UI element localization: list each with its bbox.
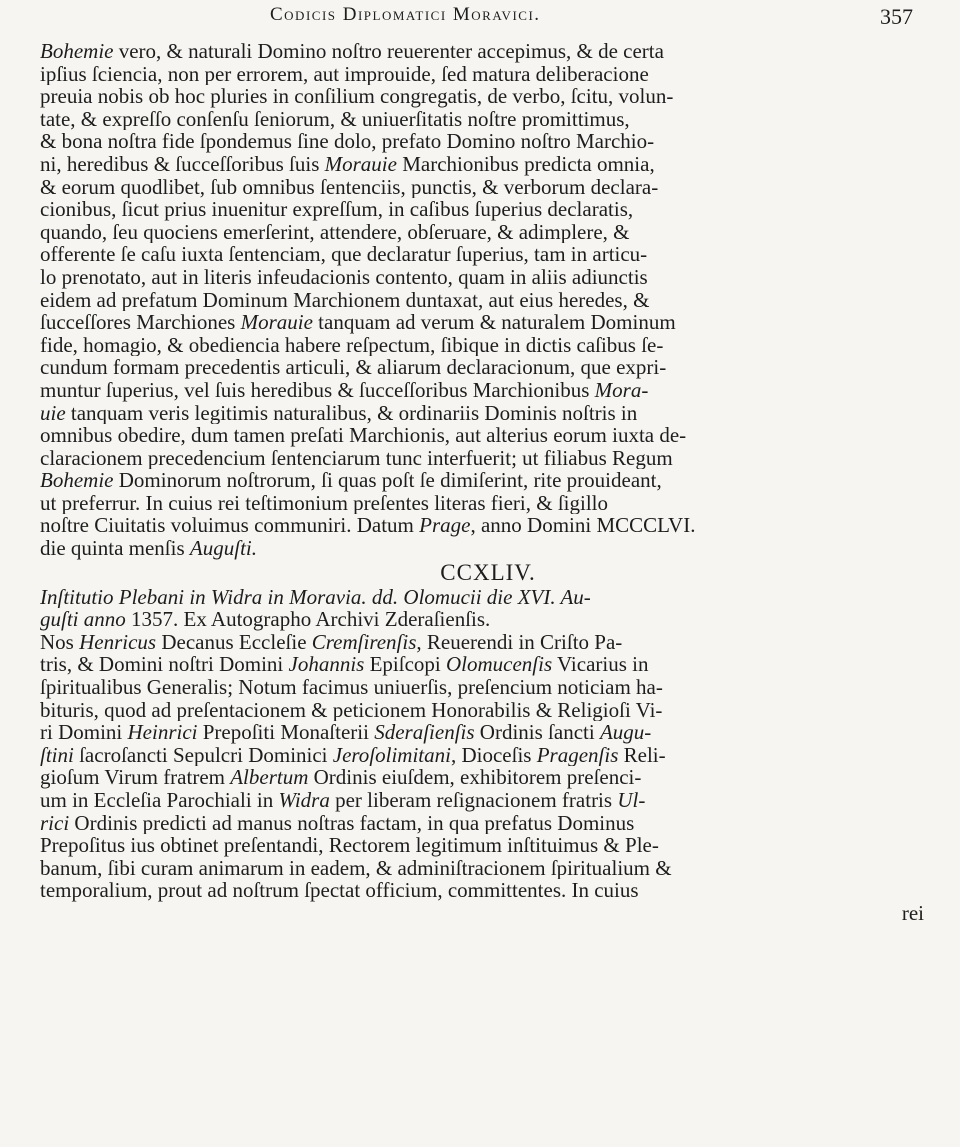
text-line — [40, 834, 926, 857]
italic-text: Johannis — [288, 653, 365, 677]
text-line — [40, 699, 926, 722]
text-line — [40, 356, 926, 379]
text-segment: & eorum quodlibet, ſub omnibus ſentenciis, punctis, & verborum declara- — [40, 175, 659, 199]
text-segment: tate, & expreſſo conſenſu ſeniorum, & uniuerſitatis noſtre promittimus, — [40, 107, 630, 131]
italic-text: Bohemie — [40, 469, 114, 492]
text-line — [40, 721, 926, 744]
text-segment: gioſum Virum fratrem — [40, 766, 231, 789]
italic-text: Morauie — [240, 311, 313, 334]
italic-text: Sderaſienſis — [374, 721, 475, 744]
text-line — [40, 289, 926, 312]
text-segment: banum, ſibi curam animarum in eadem, & adminiſtracionem ſpiritualium & — [40, 856, 672, 880]
italic-text: Ul- — [617, 789, 646, 812]
italic-text: guſti anno — [40, 608, 126, 631]
running-title: Codicis Diplomatici Moravici. — [270, 4, 541, 25]
text-line — [40, 221, 926, 244]
text-segment: vero, & naturali Domino noſtro reuerenter accepimus, & de certa — [113, 40, 664, 63]
body-text — [40, 40, 926, 925]
text-segment: per liberam reſignacionem fratris — [329, 789, 618, 812]
text-segment: Epiſcopi — [364, 653, 446, 677]
text-segment: ut preferrur. In cuius rei teſtimonium preſentes literas fieri, & ſigillo — [40, 491, 609, 515]
italic-text: Morauie — [324, 152, 397, 176]
page-number: 357 — [880, 4, 913, 29]
italic-text: Mora- — [594, 378, 649, 402]
italic-text: rici — [40, 811, 70, 835]
text-line — [40, 537, 926, 560]
running-head — [0, 0, 960, 34]
text-line — [40, 469, 926, 492]
text-line — [40, 586, 926, 609]
text-segment: tris, & Domini noſtri Domini — [40, 653, 289, 677]
text-segment: noſtre Ciuitatis voluimus communiri. Datum — [40, 514, 420, 538]
text-line — [40, 153, 926, 176]
italic-text: Heinrici — [127, 721, 198, 744]
italic-text: Widra — [278, 789, 330, 812]
text-line — [40, 198, 926, 221]
text-segment: die quinta menſis — [40, 537, 190, 560]
text-line — [40, 379, 926, 402]
text-segment: Ordinis predicti ad manus noſtras factam, in qua prefatus Dominus — [69, 811, 635, 835]
catchword: rei — [901, 901, 924, 925]
text-segment: ſpiritualibus Generalis; Notum facimus uniuerſis, preſencium noticiam ha- — [40, 676, 663, 699]
text-line — [40, 266, 926, 289]
text-segment: muntur ſuperius, vel ſuis heredibus & ſucceſſoribus Marchionibus — [40, 378, 595, 402]
text-segment: cundum formam precedentis articuli, & aliarum declaracionum, que expri- — [40, 356, 667, 379]
italic-text: Auguſti. — [189, 537, 257, 560]
text-line — [40, 40, 926, 63]
italic-text: uie — [40, 401, 66, 425]
text-line — [40, 63, 926, 86]
text-line — [40, 108, 926, 131]
text-line — [40, 789, 926, 812]
text-segment: preuia nobis ob hoc pluries in conſilium congregatis, de verbo, ſcitu, volun- — [40, 85, 674, 108]
italic-text: Inſtitutio Plebani in Widra in Moravia. dd. Olomucii die XVI. Au- — [40, 585, 591, 609]
text-line — [40, 176, 926, 199]
text-line — [40, 653, 926, 676]
text-line — [40, 424, 926, 447]
text-segment: cionibus, ſicut prius inuenitur expreſſum, in caſibus ſuperius declaratis, — [40, 198, 634, 221]
text-line — [40, 492, 926, 515]
text-line — [40, 631, 926, 654]
text-segment: temporalium, prout ad noſtrum ſpectat officium, committentes. In cuius — [40, 879, 639, 902]
text-segment: Dominorum noſtrorum, ſi quas poſt ſe dimiſerint, rite prouideant, — [113, 469, 662, 492]
text-line — [40, 130, 926, 153]
text-segment: ni, heredibus & ſucceſſoribus ſuis — [40, 152, 325, 176]
text-segment: lo prenotato, aut in literis infeudacionis contento, quam in aliis adiunctis — [40, 265, 648, 289]
text-line — [40, 766, 926, 789]
text-line — [40, 857, 926, 880]
text-line — [40, 879, 926, 902]
text-segment: bituris, quod ad preſentacionem & peticionem Honorabilis & Religioſi Vi- — [40, 698, 663, 722]
text-segment: 1357. Ex Autographo Archivi Zderaſienſis. — [125, 608, 491, 631]
text-segment: & bona noſtra fide ſpondemus ſine dolo, prefato Domino noſtro Marchio- — [40, 130, 655, 153]
text-segment: Prepoſitus ius obtinet preſentandi, Rectorem legitimum inſtituimus & Ple- — [40, 834, 659, 857]
text-segment: Reli- — [618, 743, 666, 767]
text-segment: Decanus Eccleſie — [156, 630, 312, 654]
italic-text: Prage — [419, 514, 471, 538]
text-segment: fide, homagio, & obediencia habere reſpectum, ſibique in dictis caſibus ſe- — [40, 333, 664, 357]
italic-text: Bohemie — [40, 40, 114, 63]
text-line — [40, 243, 926, 266]
text-line — [40, 514, 926, 537]
italic-text: ſtini — [40, 743, 74, 767]
text-segment: um in Eccleſia Parochiali in — [40, 789, 279, 812]
text-line — [40, 402, 926, 425]
italic-text: Olomucenſis — [446, 653, 553, 677]
text-segment: Prepoſiti Monaſterii — [197, 721, 375, 744]
italic-text: Henricus — [79, 630, 157, 654]
italic-text: Albertum — [230, 766, 309, 789]
text-segment: ipſius ſciencia, non per errorem, aut improuide, ſed matura deliberacione — [40, 62, 649, 86]
text-segment: Nos — [40, 630, 80, 654]
text-line — [40, 447, 926, 470]
text-segment: ſacroſancti Sepulcri Dominici — [73, 743, 333, 767]
document-number-heading: CCXLIV. — [440, 559, 536, 585]
text-segment: tanquam veris legitimis naturalibus, & ordinariis Dominis noſtris in — [65, 401, 638, 425]
text-line — [40, 676, 926, 699]
text-line — [40, 560, 926, 586]
text-segment: omnibus obedire, dum tamen preſati Marchionis, aut alterius eorum iuxta de- — [40, 424, 687, 447]
text-segment: Marchionibus predicta omnia, — [396, 152, 655, 176]
text-segment: offerente ſe caſu iuxta ſentenciam, que declaratur ſuperius, tam in articu- — [40, 243, 648, 266]
text-segment: , Dioceſis — [450, 743, 537, 767]
text-line — [40, 812, 926, 835]
italic-text: Augu- — [599, 721, 652, 744]
italic-text: Cremſirenſis — [311, 630, 417, 654]
italic-text: Jeroſolimitani — [332, 743, 451, 767]
text-line — [40, 311, 926, 334]
text-segment: eidem ad prefatum Dominum Marchionem duntaxat, aut eius heredes, & — [40, 288, 650, 312]
text-line — [40, 608, 926, 631]
text-segment: ſucceſſores Marchiones — [40, 311, 241, 334]
text-segment: quando, ſeu quociens emerſerint, attendere, obſeruare, & adimplere, & — [40, 220, 630, 244]
text-segment: Ordinis eiuſdem, exhibitorem preſenci- — [308, 766, 642, 789]
text-line — [40, 744, 926, 767]
text-line — [40, 334, 926, 357]
text-segment: tanquam ad verum & naturalem Dominum — [312, 311, 676, 334]
text-segment: , Reuerendi in Criſto Pa- — [416, 630, 623, 654]
text-line — [40, 85, 926, 108]
italic-text: Pragenſis — [536, 743, 619, 767]
text-segment: Vicarius in — [552, 653, 649, 677]
text-line — [40, 902, 926, 925]
text-segment: Ordinis ſancti — [474, 721, 600, 744]
text-segment: , anno Domini MCCCLVI. — [470, 514, 696, 538]
text-segment: ri Domini — [40, 721, 128, 744]
text-segment: claracionem precedencium ſentenciarum tunc interfuerit; ut filiabus Regum — [40, 446, 673, 470]
